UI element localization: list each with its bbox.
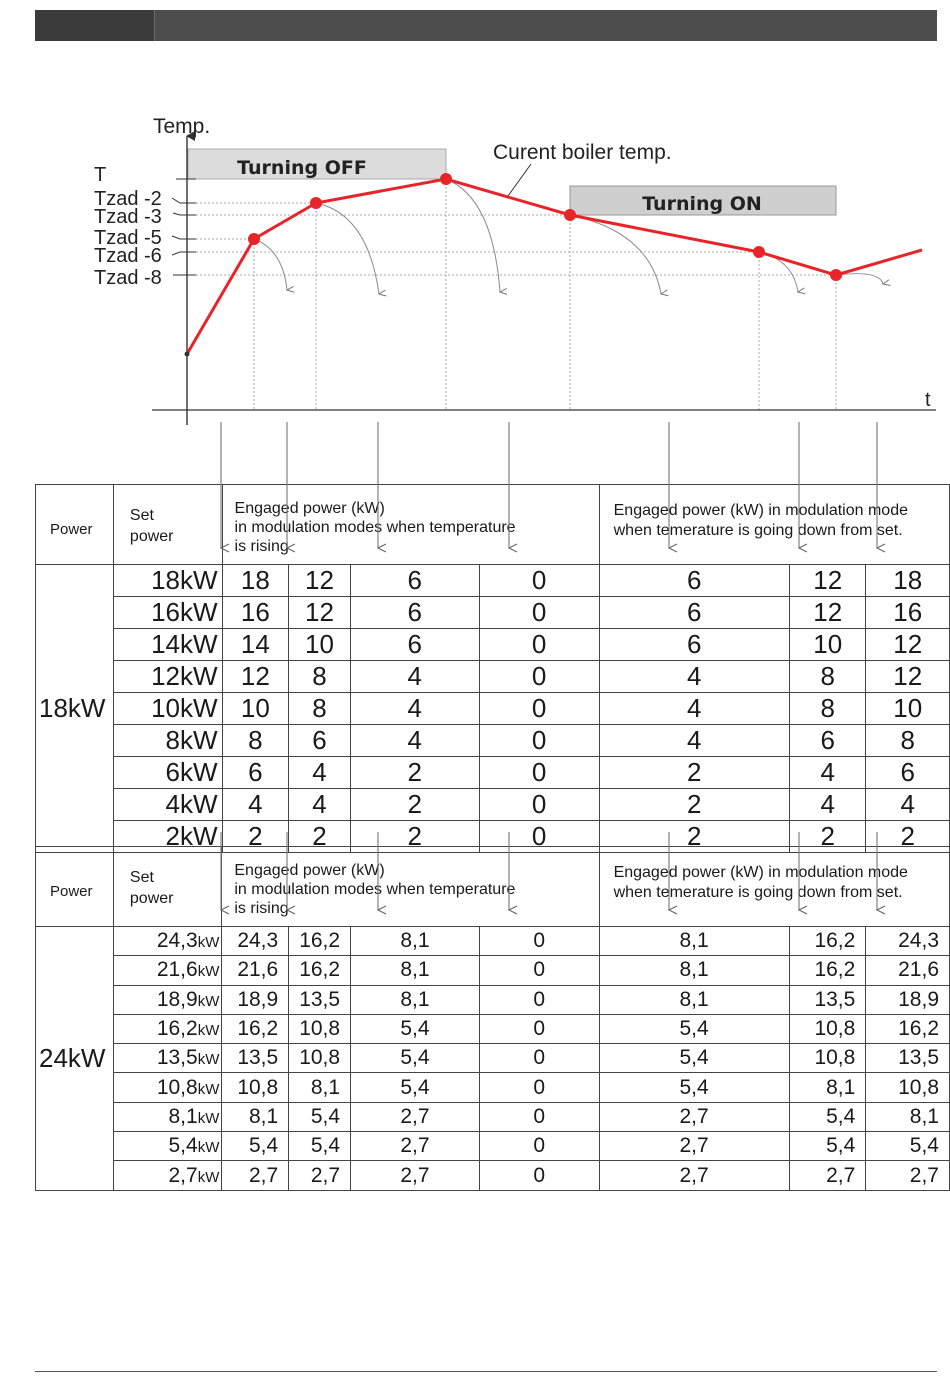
rising-power-cell: 10,8 — [289, 1044, 351, 1073]
rising-power-cell: 5,4 — [289, 1102, 351, 1131]
header-falling: Engaged power (kW) in modulation mode when temerature is going down from set. — [599, 485, 949, 565]
falling-power-cell: 10 — [866, 693, 950, 725]
falling-power-cell: 2,7 — [789, 1161, 866, 1190]
rising-power-cell: 2,7 — [351, 1161, 480, 1190]
group-label: 18kW — [36, 565, 114, 853]
rising-power-cell: 8 — [289, 661, 351, 693]
falling-power-cell: 2,7 — [599, 1132, 789, 1161]
set-power-cell: 16,2kW — [113, 1014, 221, 1043]
y-level-label: Tzad -5 — [94, 227, 162, 249]
rising-power-cell: 16,2 — [289, 927, 351, 956]
falling-power-cell: 10,8 — [866, 1073, 950, 1102]
table-row — [36, 789, 950, 821]
falling-power-cell: 10,8 — [789, 1014, 866, 1043]
rising-power-cell: 16,2 — [222, 1014, 289, 1043]
table-row — [36, 757, 950, 789]
rising-power-cell: 4 — [289, 757, 351, 789]
header-power: Power — [36, 485, 114, 565]
rising-power-cell: 8,1 — [351, 927, 480, 956]
falling-power-cell: 18,9 — [866, 985, 950, 1014]
table-row — [36, 1102, 950, 1131]
falling-power-cell: 5,4 — [789, 1102, 866, 1131]
set-power-cell: 10kW — [113, 693, 222, 725]
rising-power-cell: 2 — [289, 821, 351, 853]
power-table-24kw — [35, 846, 950, 1191]
y-level-label: Tzad -6 — [94, 245, 162, 267]
rising-power-cell: 2 — [222, 821, 289, 853]
falling-power-cell: 8 — [789, 661, 866, 693]
rising-power-cell: 0 — [479, 693, 599, 725]
falling-power-cell: 8,1 — [599, 927, 789, 956]
rising-power-cell: 2,7 — [222, 1161, 289, 1190]
table-row — [36, 565, 950, 597]
rising-power-cell: 0 — [479, 1102, 599, 1131]
rising-power-cell: 0 — [479, 927, 599, 956]
rising-power-cell: 18,9 — [222, 985, 289, 1014]
falling-power-cell: 24,3 — [866, 927, 950, 956]
header-power: Power — [36, 847, 114, 927]
set-power-cell: 12kW — [113, 661, 222, 693]
rising-power-cell: 0 — [479, 597, 599, 629]
falling-power-cell: 2,7 — [866, 1161, 950, 1190]
rising-power-cell: 0 — [479, 1073, 599, 1102]
rising-power-cell: 0 — [479, 629, 599, 661]
curve-start-point — [185, 352, 190, 357]
rising-power-cell: 21,6 — [222, 956, 289, 985]
rising-power-cell: 0 — [479, 985, 599, 1014]
rising-power-cell: 0 — [479, 1044, 599, 1073]
table-row — [36, 985, 950, 1014]
falling-power-cell: 16,2 — [789, 956, 866, 985]
turning-on-label: Turning ON — [642, 193, 762, 215]
set-power-cell: 5,4kW — [113, 1132, 221, 1161]
rising-power-cell: 2,7 — [351, 1102, 480, 1131]
rising-power-cell: 8 — [222, 725, 289, 757]
rising-power-cell: 4 — [289, 789, 351, 821]
y-level-label: Tzad -3 — [94, 206, 162, 228]
rising-power-cell: 13,5 — [222, 1044, 289, 1073]
set-power-cell: 18kW — [113, 565, 222, 597]
set-power-cell: 13,5kW — [113, 1044, 221, 1073]
power-table-18kw — [35, 484, 950, 853]
rising-power-cell: 10,8 — [222, 1073, 289, 1102]
falling-power-cell: 6 — [599, 629, 789, 661]
rising-power-cell: 16,2 — [289, 956, 351, 985]
table-row — [36, 725, 950, 757]
rising-power-cell: 8,1 — [222, 1102, 289, 1131]
rising-power-cell: 8,1 — [351, 956, 480, 985]
rising-power-cell: 5,4 — [351, 1073, 480, 1102]
falling-power-cell: 5,4 — [599, 1014, 789, 1043]
falling-power-cell: 6 — [599, 565, 789, 597]
table-row — [36, 1161, 950, 1190]
set-power-cell: 18,9kW — [113, 985, 221, 1014]
falling-power-cell: 8 — [866, 725, 950, 757]
y-axis-label: Temp. — [153, 115, 211, 138]
falling-power-cell: 12 — [866, 661, 950, 693]
rising-power-cell: 12 — [289, 565, 351, 597]
falling-power-cell: 2,7 — [599, 1102, 789, 1131]
set-power-cell: 4kW — [113, 789, 222, 821]
table-row — [36, 1044, 950, 1073]
rising-power-cell: 4 — [350, 725, 479, 757]
rising-power-cell: 0 — [479, 956, 599, 985]
curve-label-leader — [508, 164, 531, 196]
falling-power-cell: 2 — [599, 789, 789, 821]
rising-power-cell: 0 — [479, 1014, 599, 1043]
rising-power-cell: 0 — [479, 821, 599, 853]
set-power-cell: 8,1kW — [113, 1102, 221, 1131]
rising-power-cell: 18 — [222, 565, 289, 597]
set-power-cell: 24,3kW — [113, 927, 221, 956]
falling-power-cell: 5,4 — [789, 1132, 866, 1161]
turning-off-label: Turning OFF — [237, 157, 367, 179]
table-row — [36, 927, 950, 956]
falling-power-cell: 16,2 — [789, 927, 866, 956]
falling-power-cell: 4 — [789, 757, 866, 789]
rising-power-cell: 2,7 — [351, 1132, 480, 1161]
rising-power-cell: 6 — [350, 597, 479, 629]
y-level-label: Tzad -2 — [94, 188, 162, 210]
table-row — [36, 597, 950, 629]
rising-power-cell: 13,5 — [289, 985, 351, 1014]
falling-power-cell: 10 — [789, 629, 866, 661]
rising-power-cell: 5,4 — [351, 1014, 480, 1043]
x-axis-label: t — [925, 389, 931, 411]
table-row — [36, 1132, 950, 1161]
set-power-cell: 10,8kW — [113, 1073, 221, 1102]
table-row — [36, 1073, 950, 1102]
rising-power-cell: 6 — [350, 565, 479, 597]
set-power-cell: 16kW — [113, 597, 222, 629]
rising-power-cell: 0 — [479, 1132, 599, 1161]
set-power-cell: 6kW — [113, 757, 222, 789]
falling-power-cell: 4 — [789, 789, 866, 821]
falling-power-cell: 5,4 — [599, 1044, 789, 1073]
rising-power-cell: 24,3 — [222, 927, 289, 956]
falling-power-cell: 4 — [599, 693, 789, 725]
set-power-cell: 2,7kW — [113, 1161, 221, 1190]
rising-power-cell: 0 — [479, 661, 599, 693]
falling-power-cell: 4 — [599, 661, 789, 693]
set-power-cell: 21,6kW — [113, 956, 221, 985]
falling-power-cell: 8,1 — [789, 1073, 866, 1102]
falling-power-cell: 13,5 — [866, 1044, 950, 1073]
header-set-power: Set power — [113, 485, 222, 565]
set-power-cell: 8kW — [113, 725, 222, 757]
rising-power-cell: 14 — [222, 629, 289, 661]
falling-power-cell: 6 — [599, 597, 789, 629]
rising-power-cell: 10 — [222, 693, 289, 725]
falling-power-cell: 6 — [866, 757, 950, 789]
group-label: 24kW — [36, 927, 114, 1191]
y-level-label: T — [94, 164, 107, 186]
rising-power-cell: 8,1 — [351, 985, 480, 1014]
rising-power-cell: 16 — [222, 597, 289, 629]
set-power-cell: 14kW — [113, 629, 222, 661]
falling-power-cell: 5,4 — [866, 1132, 950, 1161]
header-rising: Engaged power (kW) in modulation modes when temperature is rising — [222, 847, 599, 927]
falling-power-cell: 2,7 — [599, 1161, 789, 1190]
rising-power-cell: 6 — [222, 757, 289, 789]
rising-power-cell: 0 — [479, 725, 599, 757]
rising-power-cell: 2 — [350, 757, 479, 789]
rising-power-cell: 4 — [222, 789, 289, 821]
falling-power-cell: 2 — [866, 821, 950, 853]
curve-label: Curent boiler temp. — [493, 141, 672, 164]
falling-power-cell: 10,8 — [789, 1044, 866, 1073]
falling-power-cell: 16 — [866, 597, 950, 629]
falling-power-cell: 21,6 — [866, 956, 950, 985]
rising-power-cell: 0 — [479, 565, 599, 597]
falling-power-cell: 12 — [789, 597, 866, 629]
table-row — [36, 1014, 950, 1043]
rising-power-cell: 10 — [289, 629, 351, 661]
falling-power-cell: 16,2 — [866, 1014, 950, 1043]
rising-power-cell: 10,8 — [289, 1014, 351, 1043]
footer-line — [35, 1371, 937, 1372]
rising-power-cell: 0 — [479, 757, 599, 789]
header-falling: Engaged power (kW) in modulation mode when temerature is going down from set. — [599, 847, 949, 927]
falling-power-cell: 2 — [789, 821, 866, 853]
table-row — [36, 661, 950, 693]
rising-power-cell: 8,1 — [289, 1073, 351, 1102]
falling-power-cell: 2 — [599, 821, 789, 853]
rising-power-cell: 5,4 — [222, 1132, 289, 1161]
falling-power-cell: 4 — [599, 725, 789, 757]
falling-power-cell: 2 — [599, 757, 789, 789]
temperature-diagram — [0, 0, 950, 480]
set-power-cell: 2kW — [113, 821, 222, 853]
rising-power-cell: 8 — [289, 693, 351, 725]
table-row — [36, 629, 950, 661]
falling-power-cell: 6 — [789, 725, 866, 757]
rising-power-cell: 2,7 — [289, 1161, 351, 1190]
rising-power-cell: 12 — [222, 661, 289, 693]
falling-power-cell: 4 — [866, 789, 950, 821]
falling-power-cell: 5,4 — [599, 1073, 789, 1102]
falling-power-cell: 8,1 — [599, 956, 789, 985]
rising-power-cell: 4 — [350, 661, 479, 693]
falling-power-cell: 8,1 — [866, 1102, 950, 1131]
y-level-label: Tzad -8 — [94, 267, 162, 289]
header-set-power: Set power — [113, 847, 221, 927]
rising-power-cell: 4 — [350, 693, 479, 725]
table-row — [36, 956, 950, 985]
falling-power-cell: 8,1 — [599, 985, 789, 1014]
y-level-ticks — [172, 179, 196, 275]
table-row — [36, 693, 950, 725]
rising-power-cell: 6 — [350, 629, 479, 661]
falling-power-cell: 12 — [789, 565, 866, 597]
falling-power-cell: 13,5 — [789, 985, 866, 1014]
rising-power-cell: 12 — [289, 597, 351, 629]
falling-power-cell: 18 — [866, 565, 950, 597]
header-rising: Engaged power (kW) in modulation modes when temperature is rising — [222, 485, 599, 565]
rising-power-cell: 5,4 — [289, 1132, 351, 1161]
rising-power-cell: 5,4 — [351, 1044, 480, 1073]
rising-power-cell: 0 — [479, 789, 599, 821]
rising-power-cell: 6 — [289, 725, 351, 757]
falling-power-cell: 8 — [789, 693, 866, 725]
rising-power-cell: 2 — [350, 789, 479, 821]
rising-power-cell: 2 — [350, 821, 479, 853]
falling-power-cell: 12 — [866, 629, 950, 661]
rising-power-cell: 0 — [479, 1161, 599, 1190]
